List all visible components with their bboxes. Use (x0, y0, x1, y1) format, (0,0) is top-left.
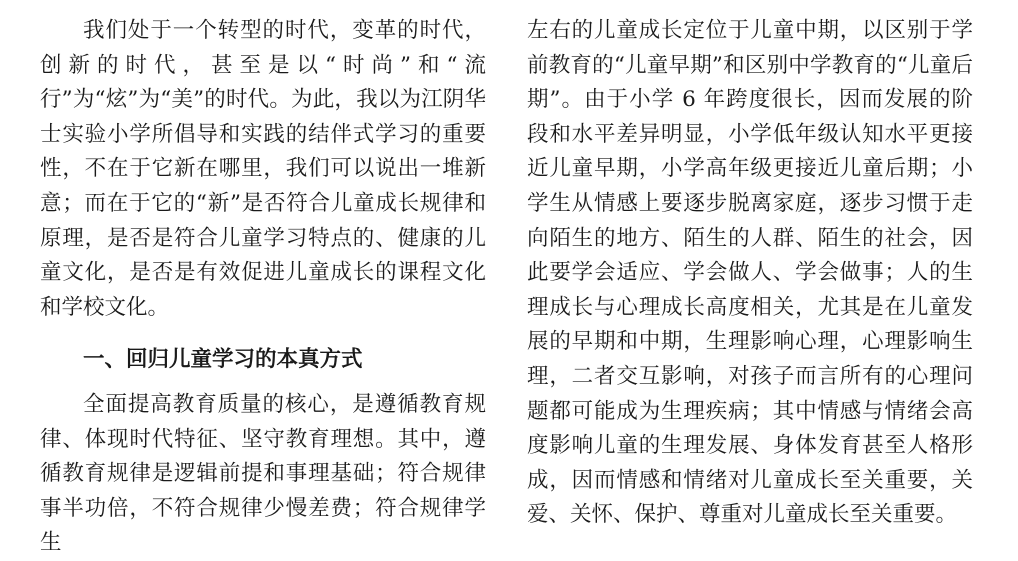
paragraph-intro: 我们处于一个转型的时代，变革的时代，创新的时代，甚至是以“时尚”和“流行”为“炫”为“美”的时代。为此，我以为江阴华士实验小学所倡导和实践的结伴式学习的重要性，不在于它新在哪里，我们可以说出一堆新意；而在于它的“新”是否符合儿童成长规律和原理，是否是符合儿童学习特点的、健康的儿童文化，是否是有效促进儿童成长的课程文化和学校文化。 (40, 18, 486, 320)
section-heading: 一、回归儿童学习的本真方式 (83, 347, 363, 373)
left-column (40, 14, 486, 561)
right-column (527, 14, 973, 533)
paragraph-child-growth: 左右的儿童成长定位于儿童中期，以区别于学前教育的“儿童早期”和区别中学教育的“儿童后期”。由于小学 6 年跨度很长，因而发展的阶段和水平差异明显，小学低年级认知水平更接近儿童早期，小学高年级更接近儿童后期；小学生从情感上要逐步脱离家庭，逐步习惯于走向陌生的地方、陌生的人群、陌生的社会，因此要学会适应、学会做人、学会做事；人的生理成长与心理成长高度相关，尤其是在儿童发展的早期和中期，生理影响心理，心理影响生理，二者交互影响，对孩子而言所有的心理问题都可能成为生理疾病；其中情感与情绪会高度影响儿童的生理发展、身体发育甚至人格形成，因而情感和情绪对儿童成长至关重要，关爱、关怀、保护、尊重对儿童成长至关重要。 (527, 18, 973, 528)
paragraph-education-law: 全面提高教育质量的核心，是遵循教育规律、体现时代特征、坚守教育理想。其中，遵循教育规律是逻辑前提和事理基础；符合规律事半功倍，不符合规律少慢差费；符合规律学生 (40, 391, 486, 556)
